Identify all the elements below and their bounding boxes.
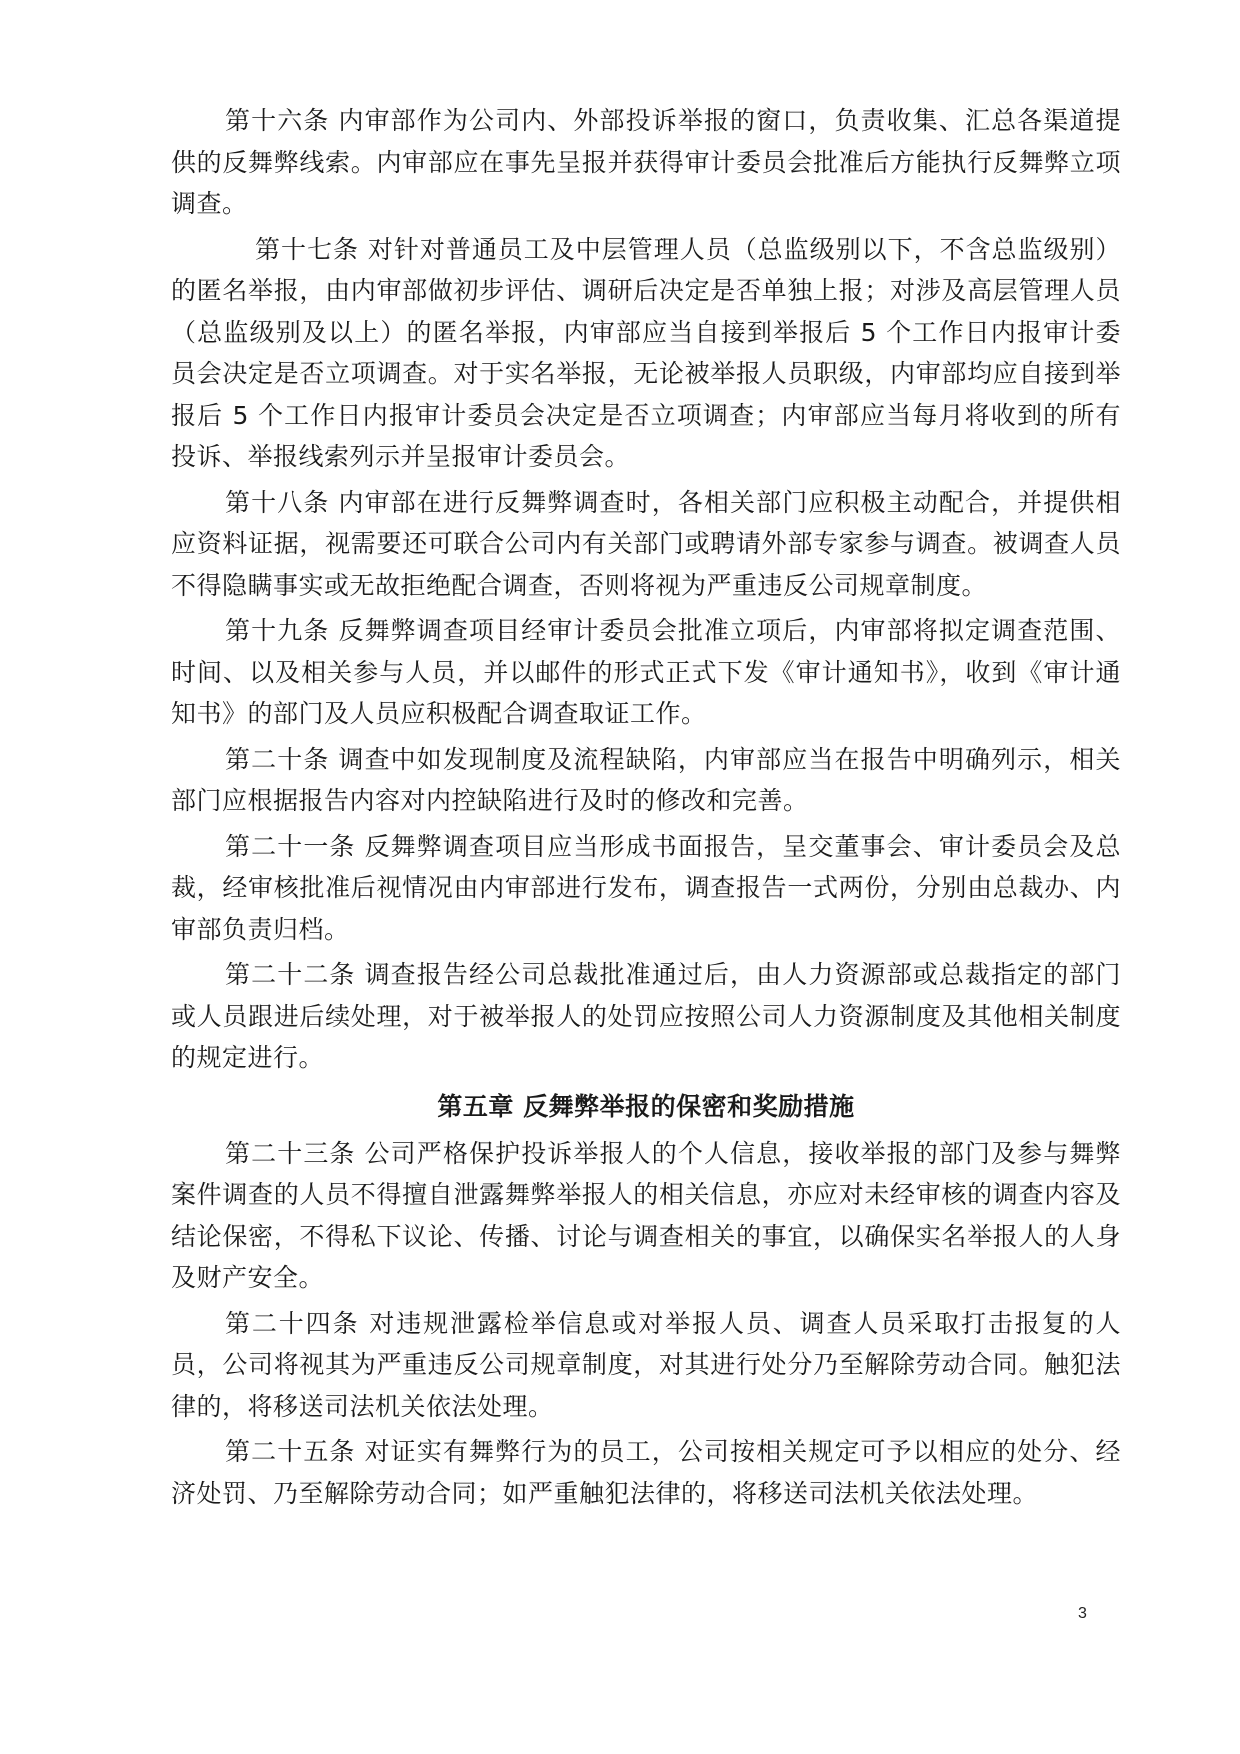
article-17: 第十七条 对针对普通员工及中层管理人员（总监级别以下，不含总监级别）的匿名举报，由内审部做初步评估、调研后决定是否单独上报；对涉及高层管理人员（总监级别及以上）的匿名举报，内审部应当自接到举报后 5 个工作日内报审计委员会决定是否立项调查。对于实名举报，无论被举报人员职级，内审部均应自接到举报后 5 个工作日内报审计委员会决定是否立项调查；内审部应当每月将收到的所有投诉、举报线索列示并呈报审计委员会。 (171, 234, 1121, 471)
article-25: 第二十五条 对证实有舞弊行为的员工，公司按相关规定可予以相应的处分、经济处罚、乃至解除劳动合同；如严重触犯法律的，将移送司法机关依法处理。 (171, 1437, 1121, 1508)
article-16: 第十六条 内审部作为公司内、外部投诉举报的窗口，负责收集、汇总各渠道提供的反舞弊线索。内审部应在事先呈报并获得审计委员会批准后方能执行反舞弊立项调查。 (171, 106, 1121, 218)
article-24: 第二十四条 对违规泄露检举信息或对举报人员、调查人员采取打击报复的人员，公司将视其为严重违反公司规章制度，对其进行处分乃至解除劳动合同。触犯法律的，将移送司法机关依法处理。 (171, 1308, 1121, 1421)
article-23: 第二十三条 公司严格保护投诉举报人的个人信息，接收举报的部门及参与舞弊案件调查的人员不得擅自泄露舞弊举报人的相关信息，亦应对未经审核的调查内容及结论保密，不得私下议论、传播、讨论与调查相关的事宜，以确保实名举报人的人身及财产安全。 (171, 1138, 1121, 1292)
article-19: 第十九条 反舞弊调查项目经审计委员会批准立项后，内审部将拟定调查范围、时间、以及相关参与人员，并以邮件的形式正式下发《审计通知书》，收到《审计通知书》的部门及人员应积极配合调查取证工作。 (171, 616, 1121, 728)
article-20: 第二十条 调查中如发现制度及流程缺陷，内审部应当在报告中明确列示，相关部门应根据报告内容对内控缺陷进行及时的修改和完善。 (171, 744, 1121, 815)
document-body (171, 100, 1121, 1518)
article-22: 第二十二条 调查报告经公司总裁批准通过后，由人力资源部或总裁指定的部门或人员跟进后续处理，对于被举报人的处罚应按照公司人力资源制度及其他相关制度的规定进行。 (171, 960, 1121, 1072)
article-18: 第十八条 内审部在进行反舞弊调查时，各相关部门应积极主动配合，并提供相应资料证据，视需要还可联合公司内有关部门或聘请外部专家参与调查。被调查人员不得隐瞒事实或无故拒绝配合调查，否则将视为严重违反公司规章制度。 (171, 487, 1121, 600)
chapter-title: 第五章 反舞弊举报的保密和奖励措施 (437, 1091, 855, 1121)
article-21: 第二十一条 反舞弊调查项目应当形成书面报告，呈交董事会、审计委员会及总裁，经审核批准后视情况由内审部进行发布，调查报告一式两份，分别由总裁办、内审部负责归档。 (171, 831, 1121, 944)
page-number: 3 (1078, 1605, 1087, 1622)
